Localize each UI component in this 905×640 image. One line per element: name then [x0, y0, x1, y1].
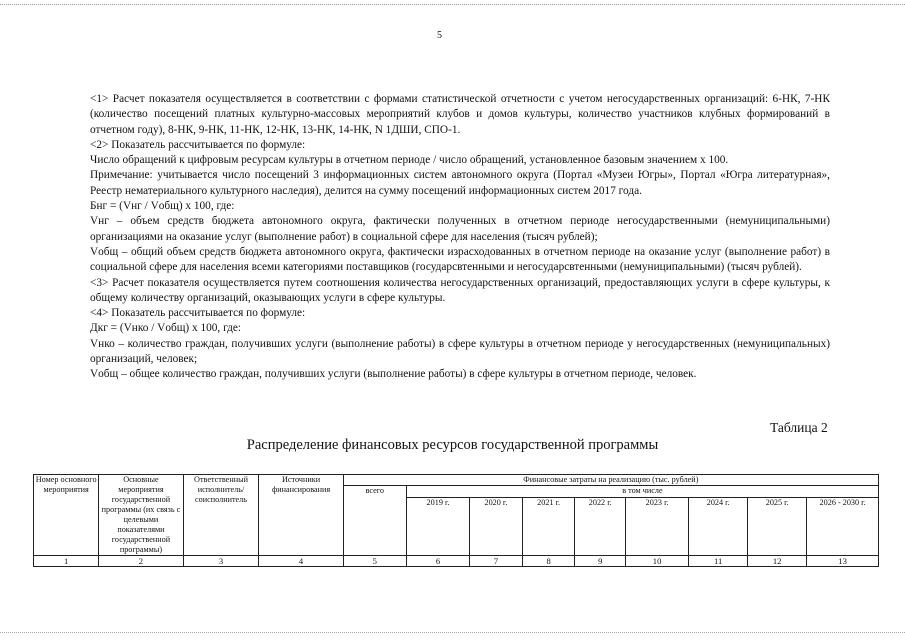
- header-year: 2021 г.: [522, 498, 575, 556]
- header-year: 2025 г.: [748, 498, 807, 556]
- scan-bottom-edge: [0, 632, 905, 633]
- table-label: Таблица 2: [770, 420, 828, 435]
- column-number: 12: [748, 556, 807, 567]
- header-including: в том числе: [406, 486, 878, 498]
- column-number: 4: [259, 556, 343, 567]
- header-year: 2023 г.: [626, 498, 689, 556]
- definition-vng: Vнг – объем средств бюджета автономного округа, фактически полученных в отчетном периоде негосударственными (немуниципальными) организациями на оказание услуг (выполнение работ) в социальной сфере для населения (тысяч рублей);: [90, 215, 830, 243]
- note-2-heading: <2> Показатель рассчитывается по формуле:: [90, 138, 306, 151]
- note-4-heading: <4> Показатель рассчитывается по формуле:: [90, 307, 306, 320]
- column-number: 11: [689, 556, 748, 567]
- remark: Примечание: учитывается число посещений 3 информационных систем автономного округа (Портал «Музеи Югры», Портал «Югра литературная», Реестр нематериального культурного наследия), делится на сумму посещений информационных систем 2017 года.: [90, 169, 830, 197]
- header-sources: Источники финансирования: [259, 475, 343, 556]
- note-3: <3> Расчет показателя осуществляется путем соотношения количества негосударственных организаций, предоставляющих услуги в сфере культуры, к общему количеству организаций, оказывающих услуги в сфере культуры.: [90, 276, 830, 304]
- header-total: всего: [343, 486, 406, 556]
- finance-table: [33, 474, 879, 567]
- note-1: <1> Расчет показателя осуществляется в соответствии с формами статистической отчетности с учетом негосударственных организаций: 6-НК, 7-НК (количество посещений платных культурно-массовых мероприятий клубов и домов культуры, количество участников клубных формирований в отчетном году), 8-НК, 9-НК, 11-НК, 12-НК, 13-НК, 14-НК, N 1ДШИ, СПО-1.: [90, 93, 830, 136]
- column-number: 1: [34, 556, 99, 567]
- page-number: 5: [437, 30, 442, 41]
- header-year: 2022 г.: [575, 498, 626, 556]
- column-number: 8: [522, 556, 575, 567]
- header-year: 2026 - 2030 г.: [807, 498, 879, 556]
- header-year: 2019 г.: [406, 498, 469, 556]
- scan-top-edge: [0, 4, 905, 5]
- header-year: 2024 г.: [689, 498, 748, 556]
- column-number: 2: [99, 556, 183, 567]
- formula-bng: Бнг = (Vнг / Vобщ) х 100, где:: [90, 200, 235, 213]
- table-title: Распределение финансовых ресурсов государственной программы: [246, 437, 659, 453]
- formula-dkg: Дкг = (Vнко / Vобщ) х 100, где:: [90, 322, 242, 335]
- header-costs: Финансовые затраты на реализацию (тыс. рублей): [343, 475, 878, 486]
- definition-vobsch: Vобщ – общий объем средств бюджета автономного округа, фактически израсходованных в отчетном периоде на оказание услуг (выполнение работ) в социальной сфере для населения всеми категориями поставщиков (государсвтенными и негосударсвтенными (немуниципальными) (тысяч рублей).: [90, 245, 830, 274]
- header-activities: Основные мероприятия государственной программы (их связь с целевыми показателями государственной программы): [99, 475, 183, 556]
- header-executor: Ответственный исполнитель/ соисполнитель: [183, 475, 259, 556]
- column-number: 5: [343, 556, 406, 567]
- definition-vobsch-people: Vобщ – общее количество граждан, получивших услуги (выполнение работы) в сфере культуры в отчетном периоде, человек.: [90, 368, 697, 381]
- column-number: 7: [470, 556, 523, 567]
- header-number: Номер основного мероприятия: [34, 475, 99, 556]
- column-number: 13: [807, 556, 879, 567]
- notes-text: [90, 92, 830, 383]
- column-number: 6: [406, 556, 469, 567]
- header-year: 2020 г.: [470, 498, 523, 556]
- column-number: 9: [575, 556, 626, 567]
- formula-2: Число обращений к цифровым ресурсам культуры в отчетном периоде / число обращений, установленное базовым значением х 100.: [90, 154, 729, 167]
- column-number: 3: [183, 556, 259, 567]
- definition-vnko: Vнко – количество граждан, получивших услуги (выполнение работы) в сфере культуры в отчетном периоде у негосударственных (немуниципальных) организаций, человек;: [90, 337, 830, 366]
- column-number: 10: [626, 556, 689, 567]
